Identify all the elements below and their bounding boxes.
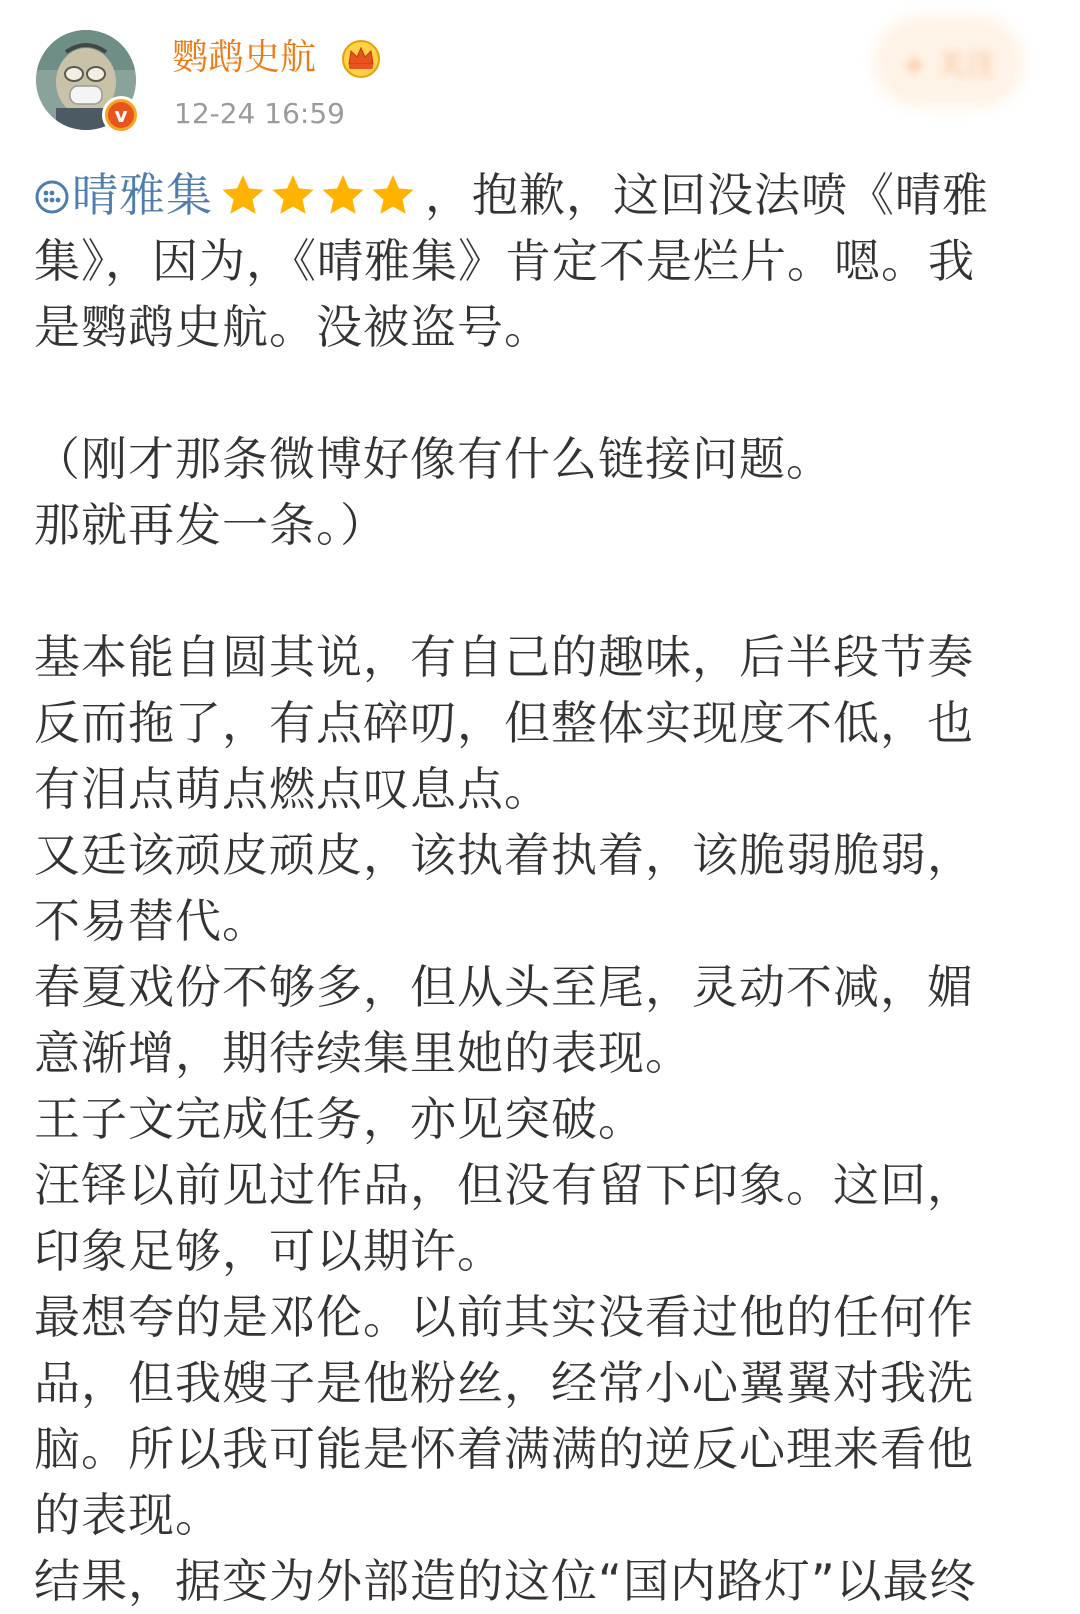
post-text-p1: ，抱歉，这回没法喷《晴雅集》，因为，《晴雅集》肯定不是烂片。嗯。我是鹦鹉史航。没被盗号。	[34, 168, 989, 354]
paragraph-spacer	[34, 558, 1014, 624]
post-text-p3: 基本能自圆其说，有自己的趣味，后半段节奏反而拖了，有点碎叨，但整体实现度不低，也有泪点萌点燃点叹息点。	[34, 630, 974, 816]
star-icon	[273, 175, 314, 214]
author-name[interactable]: 鹦鹉史航	[172, 37, 317, 78]
post-text-p9: 结果，据变为外部造的这位“国内路灯”以最终	[34, 1554, 977, 1608]
post-text-p8: 最想夸的是邓伦。以前其实没看过他的任何作品，但我嫂子是他粉丝，经常小心翼翼对我洗脑。所以我可能是怀着满满的逆反心理来看他的表现。	[34, 1290, 974, 1542]
post-text-p2: （刚才那条微博好像有什么链接问题。 那就再发一条。）	[34, 432, 833, 552]
rating-stars	[221, 173, 421, 217]
post-body	[34, 162, 1014, 1614]
crown-icon	[340, 38, 382, 78]
topic-name: 晴雅集	[72, 168, 213, 222]
verified-v-icon: v	[102, 96, 140, 134]
topic-hash-icon	[34, 179, 70, 215]
follow-button[interactable]: + 关注	[880, 22, 1018, 102]
topic-link[interactable]	[34, 168, 213, 222]
post-text-p4: 又廷该顽皮顽皮，该执着执着，该脆弱脆弱，不易替代。	[34, 828, 974, 948]
post-timestamp: 12-24 16:59	[174, 97, 345, 130]
post-text-p7: 汪铎以前见过作品，但没有留下印象。这回，印象足够，可以期许。	[34, 1158, 974, 1278]
post-text-p5: 春夏戏份不够多，但从头至尾，灵动不减，媚意渐增，期待续集里她的表现。	[34, 960, 974, 1080]
star-icon	[373, 175, 414, 214]
post-text-p6: 王子文完成任务，亦见突破。	[34, 1092, 645, 1146]
post-header	[0, 0, 1080, 150]
paragraph-spacer	[34, 360, 1014, 426]
star-icon	[323, 175, 364, 214]
post-paragraph	[34, 162, 1014, 360]
star-icon	[223, 175, 264, 214]
